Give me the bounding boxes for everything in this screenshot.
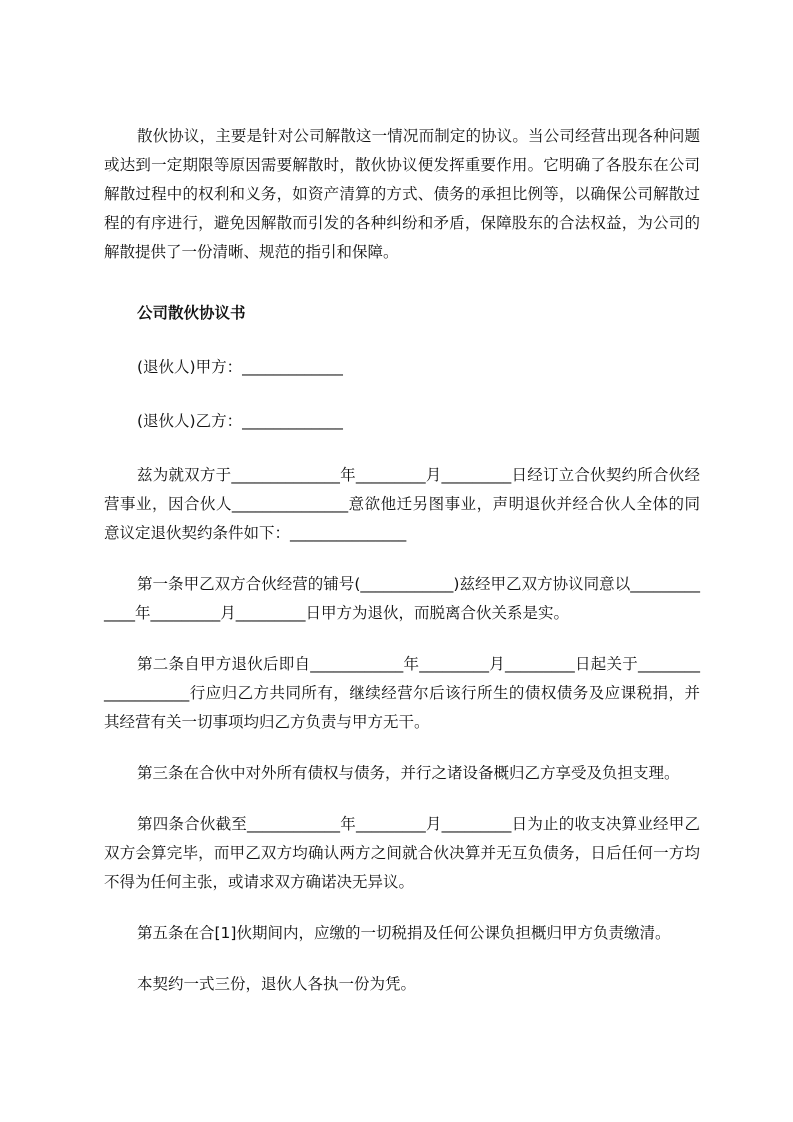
intro-paragraph: 散伙协议，主要是针对公司解散这一情况而制定的协议。当公司经营出现各种问题或达到一定期限等原因需要解散时，散伙协议便发挥重要作用。它明确了各股东在公司解散过程中的权利和义务，如资产清算的方式、债务的承担比例等，以确保公司解散过程的有序进行，避免因解散而引发的各种纠纷和矛盾，保障股东的合法权益，为公司的解散提供了一份清晰、规范的指引和保障。	[104, 127, 700, 261]
article-2: 第二条自甲方退伙后即自____________年_________月_________日起关于___________________行应归乙方共同所有，继续经营尔后该行所生的债权债务及应课税捐，并其经营有关一切事项均归乙方负责与甲方无干。	[104, 655, 700, 731]
closing-line: 本契约一式三份，退伙人各执一份为凭。	[137, 975, 417, 993]
party-a-line: (退伙人)甲方：_____________	[137, 358, 343, 376]
document-body	[104, 122, 700, 999]
article-3: 第三条在合伙中对外所有债权与债务，并行之诸设备概归乙方享受及负担支理。	[137, 764, 680, 782]
party-b-line: (退伙人)乙方：_____________	[137, 412, 343, 430]
article-4: 第四条合伙截至____________年_________月_________日为止的收支决算业经甲乙双方会算完毕，而甲乙双方均确认两方之间就合伙决算并无互负债务，日后任何一方均不得为任何主张，或请求双方确诺决无异议。	[104, 815, 700, 891]
article-5: 第五条在合[1]伙期间内，应缴的一切税捐及任何公课负担概归甲方负责缴清。	[137, 924, 671, 942]
preamble-paragraph: 兹为就双方于______________年_________月_________日经订立合伙契约所合伙经营事业，因合伙人_______________意欲他迁另图事业，声明退伙并经合伙人全体的同意议定退伙契约条件如下：_______________	[104, 466, 700, 542]
article-1: 第一条甲乙双方合伙经营的铺号(____________)兹经甲乙双方协议同意以_____________年_________月_________日甲方为退伙，而脱离合伙关系是实。	[104, 575, 700, 622]
document-title: 公司散伙协议书	[137, 304, 246, 322]
